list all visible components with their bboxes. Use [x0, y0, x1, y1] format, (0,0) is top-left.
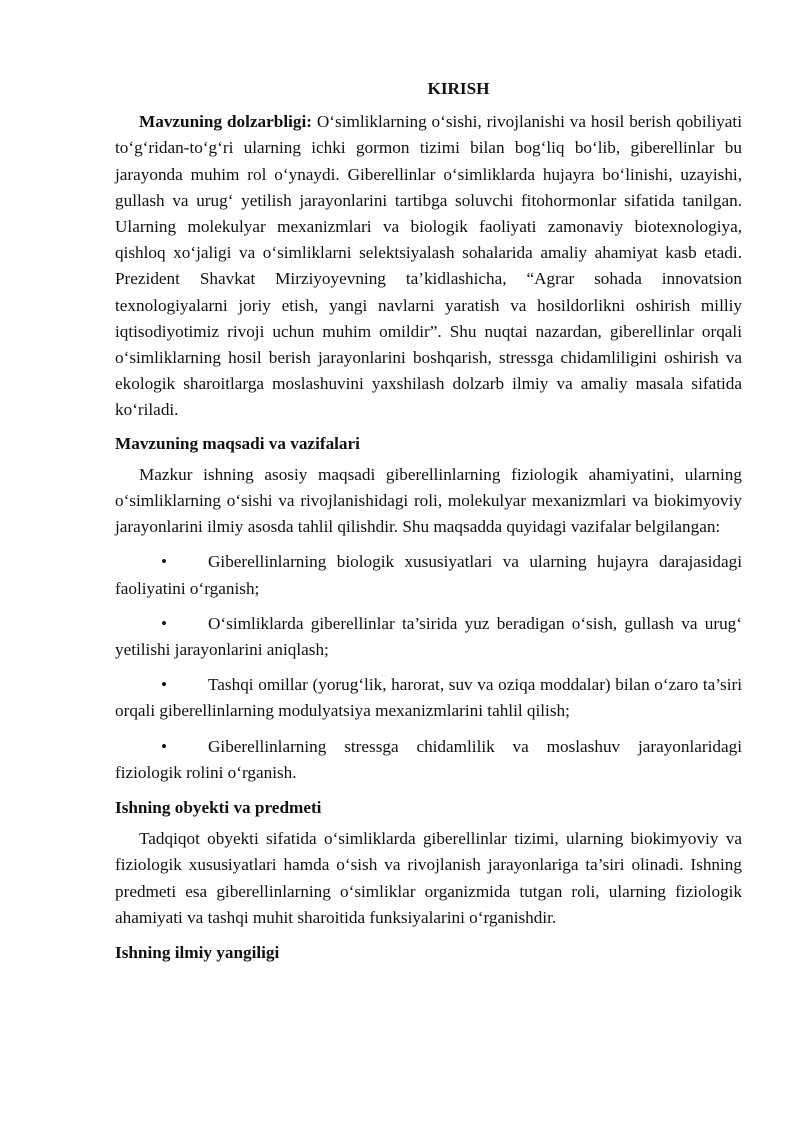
task-item: [115, 672, 742, 724]
task-item-text: Giberellinlarning stressga chidamlilik va moslashuv jarayonlaridagi fiziologik rolini o‘rganish.: [115, 736, 742, 782]
relevance-paragraph: [115, 109, 742, 423]
task-item-text: Giberellinlarning biologik xususiyatlari va ularning hujayra darajasidagi faoliyatini o‘rganish;: [115, 552, 742, 598]
bullet-icon: •: [161, 613, 168, 633]
bullet-icon: •: [161, 675, 168, 695]
document-page: [115, 76, 742, 971]
bullet-icon: •: [161, 552, 168, 572]
section-heading-goals: Mavzuning maqsadi va vazifalari: [115, 433, 360, 453]
goals-paragraph: Mazkur ishning asosiy maqsadi giberellinlarning fiziologik ahamiyatini, ularning o‘simliklarning o‘sishi va rivojlanishidagi roli, molekulyar mexanizmlari va biokimyoviy jarayonlarini ilmiy asosda tahlil qilishdir. Shu maqsadda quyidagi vazifalar belgilangan:: [115, 464, 742, 537]
task-item-text: O‘simliklarda giberellinlar ta’sirida yuz beradigan o‘sish, gullash va urug‘ yetilishi jarayonlarini aniqlash;: [115, 613, 742, 660]
object-paragraph: Tadqiqot obyekti sifatida o‘simliklarda giberellinlar tizimi, ularning biokimyoviy va fiziologik xususiyatlari hamda o‘sish va rivojlanish jarayonlariga ta’siri olinadi. Ishning predmeti esa giberellinlarning o‘simliklar organizmida tutgan roli, ularning fiziologik ahamiyati va tashqi muhit sharoitida funksiyalarini o‘rganishdir.: [115, 829, 742, 927]
relevance-text: O‘simliklarning o‘sishi, rivojlanishi va hosil berish qobiliyati to‘g‘ridan-to‘g‘ri ularning ichki gormon tizimi bilan bog‘liq bo‘lib, giberellinlar bu jarayonda muhim rol o‘ynaydi. Giberellinlar o‘simliklarda hujayra bo‘linishi, uzayishi, gullash va urug‘ yetilish jarayonlarini tartibga soluvchi fitohormonlar sifatida tanilgan. Ularning molekulyar mexanizmlari va biologik faoliyati zamonaviy biotexnologiya, qishloq xo‘jaligi va o‘simliklarni selektsiyalash sohalarida amaliy ahamiyat kasb etadi. Prezident Shavkat Mirziyoyevning ta’kidlashicha, “Agrar sohada innovatsion texnologiyalarni joriy etish, yangi navlarni yaratish va hosildorlikni oshirish milliy iqtisodiyotimiz rivoji uchun muhim omildir”. Shu nuqtai nazardan, giberellinlar orqali o‘simliklarning hosil berish jarayonlarini boshqarish, stressga chidamliligini oshirish va ekologik sharoitlarga moslashuvini yaxshilash dolzarb ilmiy va amaliy masala sifatida ko‘riladi.: [115, 112, 742, 420]
bullet-icon: •: [161, 736, 168, 756]
task-item: [115, 611, 742, 663]
relevance-lead: Mavzuning dolzarbligi:: [139, 112, 312, 132]
task-item-text: Tashqi omillar (yorug‘lik, harorat, suv va oziqa moddalar) bilan o‘zaro ta’siri orqali giberellinlarning modulyatsiya mexanizmlarini tahlil qilish;: [115, 675, 742, 721]
section-heading-novelty: Ishning ilmiy yangiligi: [115, 943, 280, 963]
page-title: KIRISH: [427, 79, 490, 98]
section-heading-object: Ishning obyekti va predmeti: [115, 798, 322, 818]
task-item: [115, 734, 742, 786]
task-item: [115, 549, 742, 601]
